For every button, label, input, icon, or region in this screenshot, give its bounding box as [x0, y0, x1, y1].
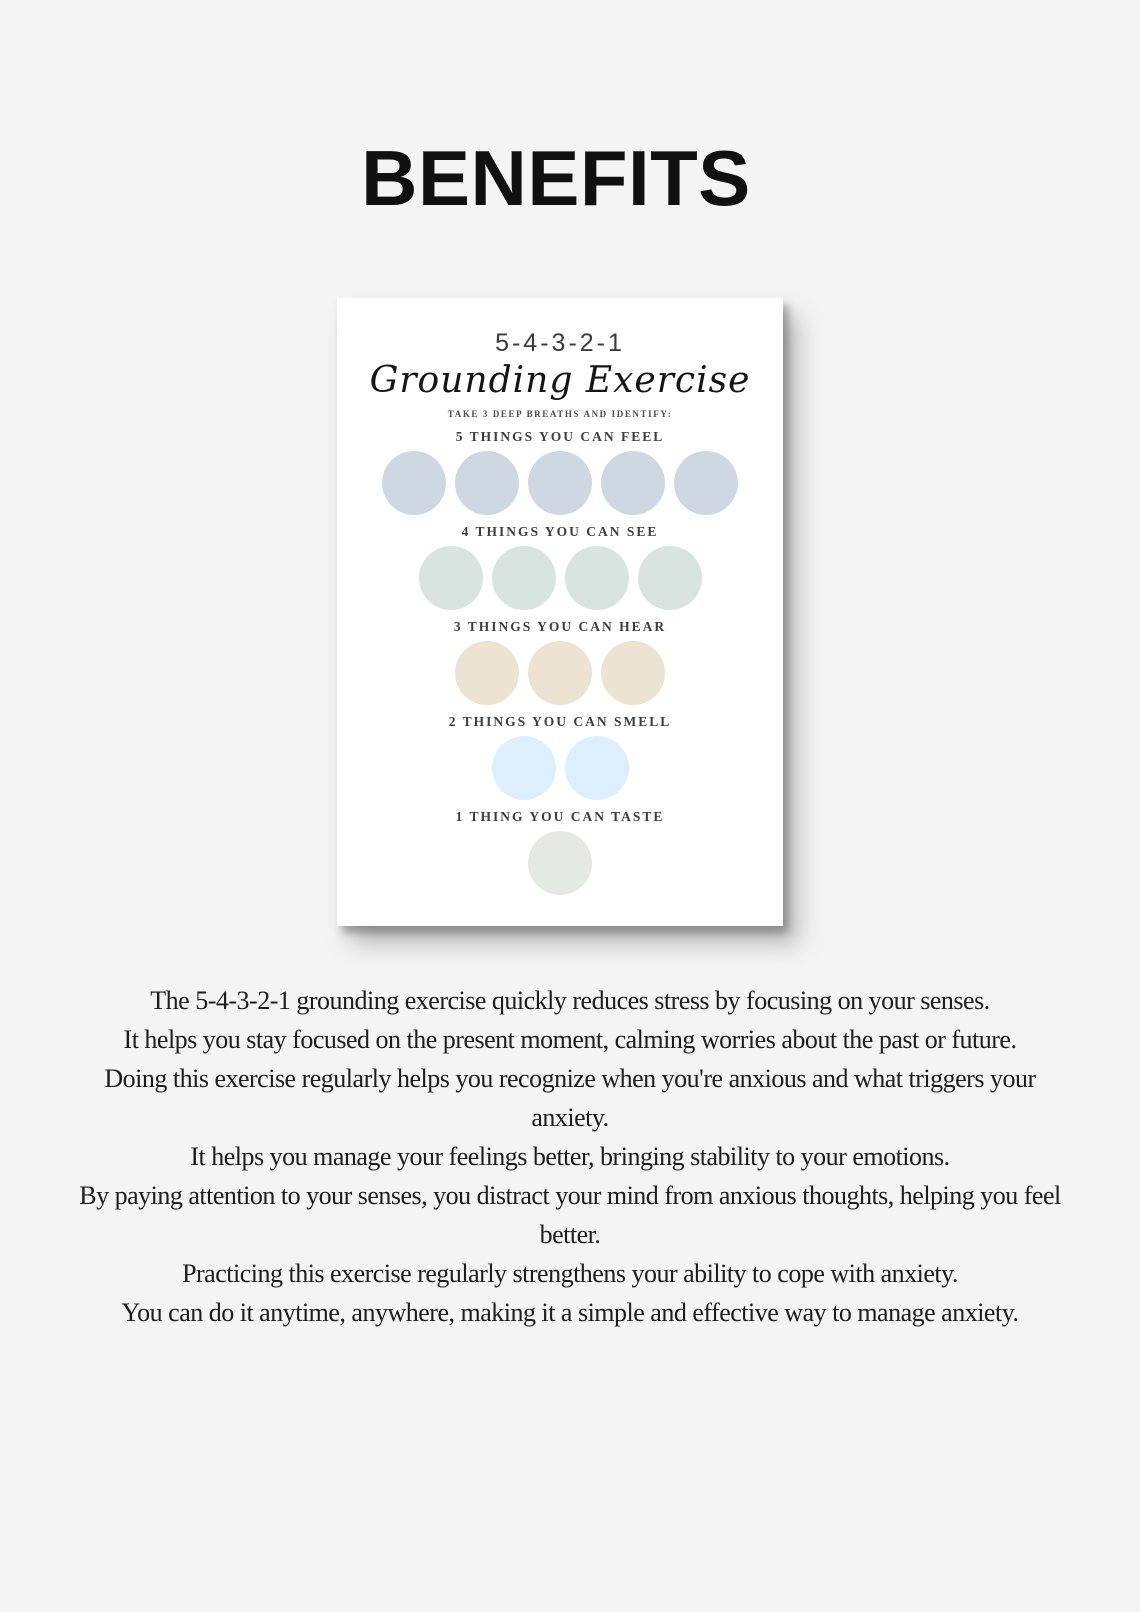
worksheet-subheading: TAKE 3 DEEP BREATHS AND IDENTIFY: [447, 409, 673, 419]
worksheet-sections [382, 420, 738, 895]
benefit-sentence: Doing this exercise regularly helps you recognize when you're anxious and what triggers your anxiety. [104, 1064, 1036, 1132]
section-label: 2 THINGS YOU CAN SMELL [448, 714, 672, 729]
circle-row [528, 831, 592, 895]
worksheet-heading-script: Grounding Exercise [369, 360, 751, 401]
section-label: 5 THINGS YOU CAN FEEL [455, 429, 665, 444]
circle-row [492, 736, 629, 800]
sense-circle [528, 451, 592, 515]
sense-circle [528, 641, 592, 705]
worksheet-section [382, 809, 738, 895]
circle-row [419, 546, 702, 610]
benefit-sentence: It helps you stay focused on the present moment, calming worries about the past or future. [123, 1025, 1017, 1054]
circle-row [382, 451, 738, 515]
circle-row [455, 641, 665, 705]
worksheet-heading-numbers: 5-4-3-2-1 [495, 329, 625, 357]
sense-circle [492, 546, 556, 610]
sense-circle [601, 451, 665, 515]
worksheet-section [382, 524, 738, 610]
worksheet-section [382, 429, 738, 515]
worksheet-section [382, 714, 738, 800]
benefits-text-block [70, 981, 1070, 1332]
benefit-sentence: You can do it anytime, anywhere, making it a simple and effective way to manage anxiety. [121, 1298, 1019, 1327]
sense-circle [419, 546, 483, 610]
section-label: 1 THING YOU CAN TASTE [455, 809, 665, 824]
section-label: 3 THINGS YOU CAN HEAR [453, 619, 667, 634]
benefit-sentence: By paying attention to your senses, you distract your mind from anxious thoughts, helping you feel better. [79, 1181, 1061, 1249]
sense-circle [382, 451, 446, 515]
sense-circle [565, 546, 629, 610]
sense-circle [455, 641, 519, 705]
sense-circle [565, 736, 629, 800]
sense-circle [455, 451, 519, 515]
worksheet-section [382, 619, 738, 705]
sense-circle [674, 451, 738, 515]
page-title: BENEFITS [361, 134, 751, 222]
sense-circle [528, 831, 592, 895]
worksheet-card [337, 298, 783, 926]
benefit-sentence: Practicing this exercise regularly strengthens your ability to cope with anxiety. [182, 1259, 958, 1288]
sense-circle [601, 641, 665, 705]
section-label: 4 THINGS YOU CAN SEE [461, 524, 659, 539]
sense-circle [638, 546, 702, 610]
benefit-sentence: The 5-4-3-2-1 grounding exercise quickly reduces stress by focusing on your senses. [150, 986, 990, 1015]
benefit-sentence: It helps you manage your feelings better, bringing stability to your emotions. [190, 1142, 950, 1171]
sense-circle [492, 736, 556, 800]
